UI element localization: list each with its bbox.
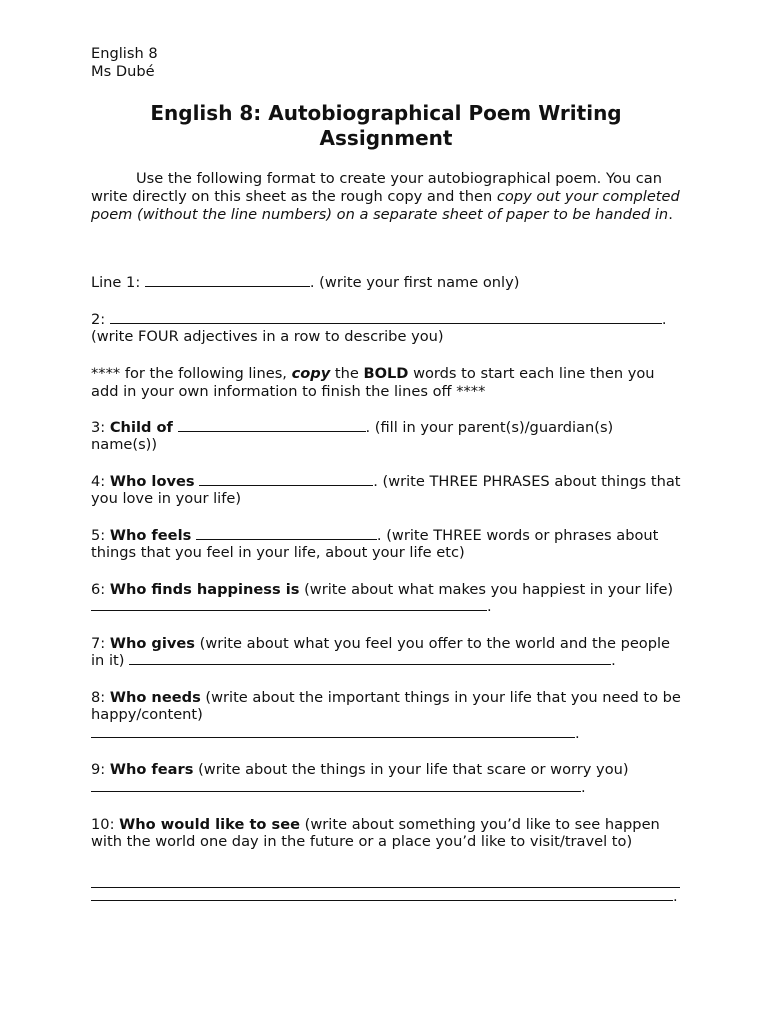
course-name: English 8 <box>91 45 158 62</box>
line-8-number: 8: <box>91 689 106 706</box>
line-6 <box>91 581 681 615</box>
page-title: English 8: Autobiographical Poem Writing Assignment <box>150 101 622 150</box>
line-10 <box>91 816 681 850</box>
instruction-copy: copy <box>291 365 331 382</box>
line-10-number: 10: <box>91 816 115 833</box>
line-3 <box>91 419 681 453</box>
line-4-blank[interactable] <box>199 473 373 486</box>
line-10-answer <box>91 874 681 888</box>
line-1-blank[interactable] <box>145 274 310 287</box>
line-9-blank[interactable] <box>91 779 581 792</box>
line-2 <box>91 311 681 345</box>
line-6-end: . <box>487 598 492 615</box>
line-6-blank[interactable] <box>91 598 487 611</box>
intro-end: . <box>668 206 673 223</box>
line-2-label: 2: <box>91 311 106 328</box>
line-10-starter: Who would like to see <box>119 816 301 833</box>
line-8-end: . <box>575 725 580 742</box>
line-4-starter: Who loves <box>109 473 195 490</box>
line-8-blank[interactable] <box>91 725 575 738</box>
instruction-the: the <box>334 365 359 382</box>
line-5-starter: Who feels <box>109 527 192 544</box>
line-7 <box>91 635 681 669</box>
intro-paragraph <box>91 170 681 224</box>
line-9-number: 9: <box>91 761 106 778</box>
line-7-blank[interactable] <box>129 652 611 665</box>
line-6-number: 6: <box>91 581 106 598</box>
instruction-bold: BOLD <box>363 365 409 382</box>
line-6-starter: Who finds happiness is <box>109 581 300 598</box>
line-8-starter: Who needs <box>109 689 201 706</box>
line-3-number: 3: <box>91 419 106 436</box>
line-9 <box>91 761 681 778</box>
line-2-note: (write FOUR adjectives in a row to describe you) <box>91 328 444 345</box>
line-1 <box>91 274 681 291</box>
line-3-blank[interactable] <box>178 419 366 432</box>
line-5 <box>91 527 681 561</box>
line-8-note: (write about the important things in your life that you need to be happy/content) <box>91 689 681 723</box>
line-4 <box>91 473 681 507</box>
instructions <box>91 365 681 401</box>
line-5-note: . (write THREE words or phrases about things that you feel in your life, about your life etc) <box>91 527 659 561</box>
line-1-note: . (write your first name only) <box>309 274 520 291</box>
intro-italic-text: copy out your completed poem (without the line numbers) on a separate sheet of paper to be handed in <box>91 188 680 223</box>
teacher-name: Ms Dubé <box>91 63 155 80</box>
line-9-note: (write about the things in your life that scare or worry you) <box>198 761 629 778</box>
line-10-answer-2 <box>91 888 681 905</box>
line-9-starter: Who fears <box>109 761 194 778</box>
line-8-answer <box>91 725 681 742</box>
line-7-number: 7: <box>91 635 106 652</box>
line-8 <box>91 689 681 723</box>
line-7-note: (write about what you feel you offer to the world and the people in it) <box>91 635 671 669</box>
line-2-blank[interactable] <box>110 311 662 324</box>
line-5-blank[interactable] <box>196 527 377 540</box>
line-4-number: 4: <box>91 473 106 490</box>
line-10-end: . <box>673 888 678 905</box>
line-6-note: (write about what makes you happiest in your life) <box>304 581 674 598</box>
line-4-note: . (write THREE PHRASES about things that you love in your life) <box>91 473 681 507</box>
line-9-end: . <box>581 779 586 796</box>
line-3-starter: Child of <box>109 419 173 436</box>
worksheet <box>91 45 681 224</box>
intro-text: Use the following format to create your autobiographical poem. You can write directly on this sheet as the rough copy and then <box>91 170 662 205</box>
line-1-label: Line 1: <box>91 274 141 291</box>
instruction-text: **** for the following lines, <box>91 365 287 382</box>
line-3-note: . (fill in your parent(s)/guardian(s) name(s)) <box>91 419 614 453</box>
line-5-number: 5: <box>91 527 106 544</box>
line-7-end: . <box>611 652 616 669</box>
line-10-blank-2[interactable] <box>91 888 673 901</box>
line-7-starter: Who gives <box>109 635 195 652</box>
line-2-end: . <box>661 311 667 328</box>
instruction-rest: words to start each line then you add in your own information to finish the lines off **** <box>91 365 655 400</box>
line-9-answer <box>91 779 681 796</box>
line-10-note: (write about something you’d like to see happen with the world one day in the future or a place you’d like to visit/travel to) <box>91 816 660 850</box>
